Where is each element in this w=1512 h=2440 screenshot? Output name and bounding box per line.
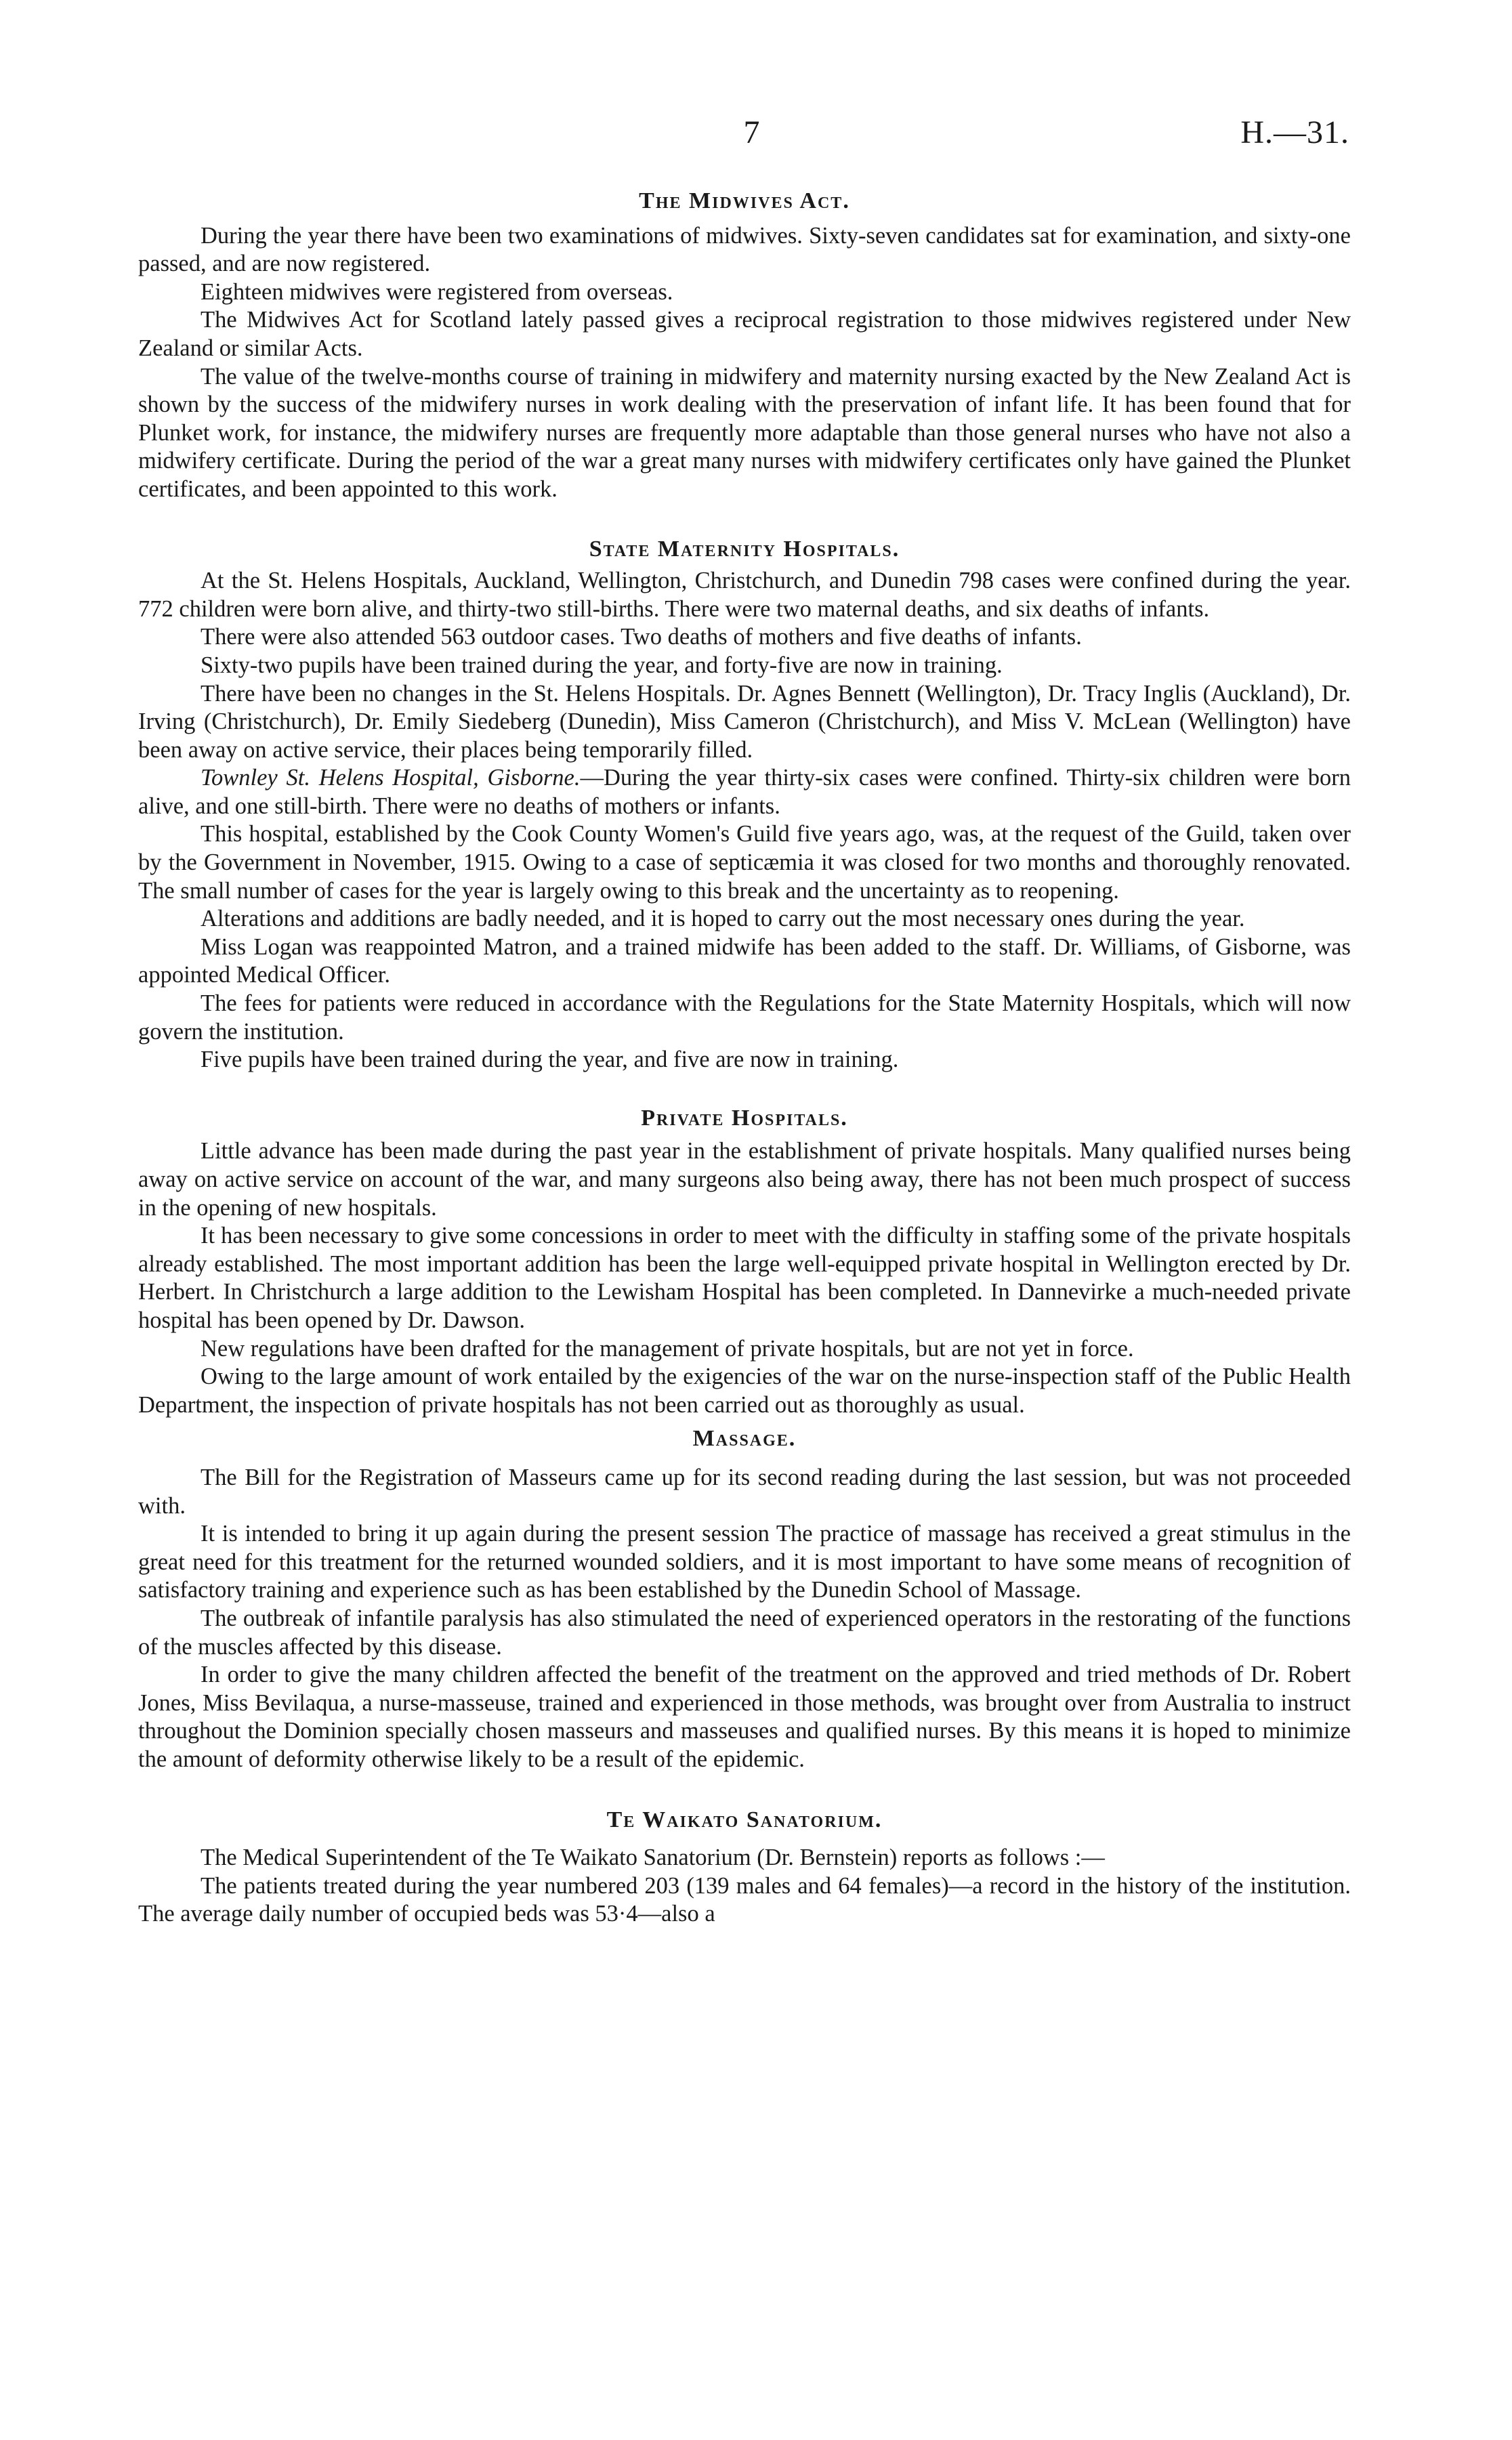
document-reference: H.—31. [1240,114,1349,150]
paragraph: Eighteen midwives were registered from overseas. [201,278,673,305]
paragraph: There have been no changes in the St. Helens Hospitals. Dr. Agnes Bennett (Wellington), Dr. Tracy Inglis (Auckland), Dr. Irving (Christchurch), Dr. Emily Siedeberg (Dunedin), Miss Cameron (Christchurch), and Miss V. McLean (Wellington) have been away on active service, their places being temporarily filled. [138,680,1351,763]
paragraph: The Midwives Act for Scotland lately passed gives a reciprocal registration to those midwives registered under New Zealand or similar Acts. [138,307,1351,361]
paragraph: New regulations have been drafted for the management of private hospitals, but are not yet in force. [201,1335,1134,1362]
paragraph: Owing to the large amount of work entailed by the exigencies of the war on the nurse-inspection staff of the Public Health Department, the inspection of private hospitals has not been carried out as thoroughly as usual. [138,1364,1351,1418]
paragraph: At the St. Helens Hospitals, Auckland, Wellington, Christchurch, and Dunedin 798 cases were confined during the year. 772 children were born alive, and thirty-two still-births. There were two maternal deaths, and six deaths of infants. [138,568,1351,622]
paragraph: This hospital, established by the Cook County Women's Guild five years ago, was, at the request of the Guild, taken over by the Government in November, 1915. Owing to a case of septicæmia it was closed for two months and thoroughly renovated. The small number of cases for the year is largely owing to this break and the uncertainty as to reopening. [138,821,1351,904]
paragraph: Sixty-two pupils have been trained during the year, and forty-five are now in training. [201,652,1003,678]
page-body [138,187,1351,1929]
section-heading-private-hospitals: Private Hospitals. [641,1105,848,1131]
section-heading-midwives-act: The Midwives Act. [639,188,850,213]
townley-hospital-text: —During the year thirty-six cases were confined. Thirty-six children were born alive, and one still-birth. There were no deaths of mothers or infants. [138,765,1351,819]
paragraph: The outbreak of infantile paralysis has also stimulated the need of experienced operators in the restorating of the functions of the muscles affected by this disease. [138,1605,1351,1660]
section-heading-te-waikato-sanatorium: Te Waikato Sanatorium. [606,1807,883,1833]
paragraph: There were also attended 563 outdoor cases. Two deaths of mothers and five deaths of infants. [201,624,1082,650]
paragraph: In order to give the many children affected the benefit of the treatment on the approved and tried methods of Dr. Robert Jones, Miss Bevilaqua, a nurse-masseuse, trained and experienced in those methods, was brought over from Australia to instruct throughout the Dominion specially chosen masseurs and masseuses and qualified nurses. By this means it is hoped to minimize the amount of deformity otherwise likely to be a result of the epidemic. [138,1662,1351,1772]
paragraph: The fees for patients were reduced in accordance with the Regulations for the State Maternity Hospitals, which will now govern the institution. [138,990,1351,1045]
paragraph: It has been necessary to give some concessions in order to meet with the difficulty in staffing some of the private hospitals already established. The most important addition has been the large well-equipped private hospital in Wellington erected by Dr. Herbert. In Christchurch a large addition to the Lewisham Hospital has been completed. In Dannevirke a much-needed private hospital has been opened by Dr. Dawson. [138,1223,1351,1333]
paragraph: Five pupils have been trained during the year, and five are now in training. [201,1047,899,1073]
townley-hospital-lead: Townley St. Helens Hospital, Gisborne. [201,765,581,791]
paragraph-townley-hospital [138,764,1351,820]
paragraph: Miss Logan was reappointed Matron, and a trained midwife has been added to the staff. Dr. Williams, of Gisborne, was appointed Medical Officer. [138,933,1351,988]
paragraph: The value of the twelve-months course of training in midwifery and maternity nursing exacted by the New Zealand Act is shown by the success of the midwifery nurses in work dealing with the preservation of infant life. It has been found that for Plunket work, for instance, the midwifery nurses are frequently more adaptable than those general nurses who have not also a midwifery certificate. During the period of the war a great many nurses with midwifery certificates only have gained the Plunket certificates, and been appointed to this work. [138,363,1351,502]
section-heading-massage: Massage. [692,1426,797,1452]
paragraph: The Bill for the Registration of Masseurs came up for its second reading during the last session, but was not proceeded with. [138,1464,1351,1519]
paragraph: Alterations and additions are badly needed, and it is hoped to carry out the most necessary ones during the year. [201,906,1245,932]
paragraph: Little advance has been made during the past year in the establishment of private hospitals. Many qualified nurses being away on active service on account of the war, and many surgeons also being away, there has not been much prospect of success in the opening of new hospitals. [138,1138,1351,1221]
paragraph: During the year there have been two examinations of midwives. Sixty-seven candidates sat for examination, and sixty-one passed, and are now registered. [138,222,1351,277]
section-heading-state-maternity-hospitals: State Maternity Hospitals. [589,536,900,562]
paragraph: It is intended to bring it up again during the present session The practice of massage has received a great stimulus in the great need for this treatment for the returned wounded soldiers, and it is most important to have some means of recognition of satisfactory training and experience such as has been established by the Dunedin School of Massage. [138,1521,1351,1603]
paragraph: The Medical Superintendent of the Te Waikato Sanatorium (Dr. Bernstein) reports as follows :— [201,1845,1105,1871]
page-number: 7 [743,114,761,150]
paragraph: The patients treated during the year numbered 203 (139 males and 64 females)—a record in the history of the institution. The average daily number of occupied beds was 53·4—also a [138,1872,1351,1927]
